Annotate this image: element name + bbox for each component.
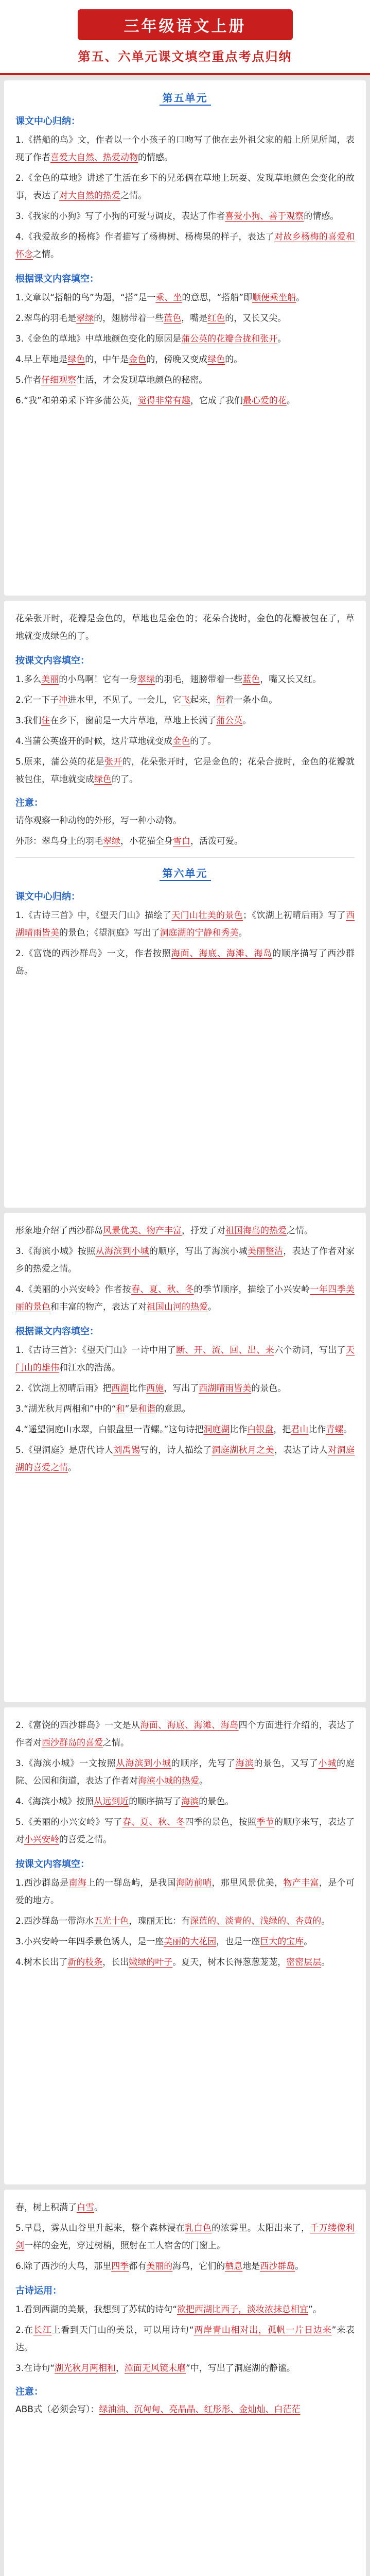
answer-text: 四季 [111, 2261, 129, 2272]
question-text: 2.翠鸟的羽毛是 [15, 313, 77, 324]
answer-text: 蒲公英 [216, 716, 243, 726]
answer-text: 顺便乘坐船 [252, 293, 296, 303]
question-text: 4.早上草地是 [15, 354, 68, 365]
question-text: 的情感。 [304, 211, 339, 222]
list-item [15, 351, 355, 368]
intro-text [15, 2199, 355, 2216]
answer-text: 西沙群岛的喜爱 [42, 1738, 103, 1748]
answer-text: 祖国海岛的热爱 [225, 1226, 287, 1236]
section-title: 古诗运用： [15, 2285, 62, 2296]
answer-text: 蓝色 [164, 313, 182, 324]
list-item [15, 1243, 355, 1278]
divider [15, 857, 355, 858]
answer-text: 绿油油、沉甸甸、亮晶晶、红彤彤、金灿灿、白茫茫 [99, 2404, 301, 2415]
question-text: ”中，写出了洞庭湖的静谧。 [186, 2363, 295, 2374]
answer-text: 住 [41, 716, 50, 726]
answer-text: 五光十色 [94, 1916, 129, 1926]
question-text: ，它成了我们 [190, 396, 243, 406]
answer-text: 衔 [216, 695, 225, 705]
answer-text: 小城 [318, 1758, 337, 1769]
list-item [15, 1814, 355, 1849]
question-text: 的小鸟啊！它有一身 [59, 674, 138, 685]
list-item [15, 2401, 355, 2418]
question-text: ，嘴又长又红。 [260, 674, 322, 685]
question-text: 。 [296, 293, 305, 303]
question-text: 请你观察一种动物的外形，写一种小动物。 [15, 816, 182, 826]
answer-text: 翠绿 [103, 836, 120, 846]
question-text: 在乡下，窗前是一大片草地，草地上长满了 [50, 716, 217, 726]
question-text: 2.在 [15, 2325, 33, 2335]
answer-text: 冲 [59, 695, 68, 705]
page-header [0, 0, 370, 75]
question-text: ”是 [125, 1404, 138, 1414]
question-text: 2.它一下子 [15, 695, 59, 705]
question-text: 的庭院、公园和街道，表达了作者对 [15, 1758, 355, 1786]
question-text: 地是 [242, 2261, 260, 2272]
answer-text: 湖光秋月两相和 [55, 2363, 116, 2374]
question-text: 的意思，“搭船”即 [182, 293, 253, 303]
unit-label: 第六单元 [160, 865, 211, 881]
answer-text: 红色 [207, 313, 225, 324]
question-text: 的顺序描写了西沙群岛。 [15, 948, 355, 976]
section-title: 根据课文内容填空： [15, 274, 99, 284]
answer-text: 海面、海底、海滩、海岛 [140, 1720, 239, 1731]
list-item [15, 671, 355, 688]
question-text: 海鸟，它们的 [172, 2261, 225, 2272]
question-text: 的景色；《望洞庭》写出了 [59, 928, 160, 938]
question-text: ，是个可爱的地方。 [15, 1878, 355, 1906]
list-item [15, 2301, 355, 2318]
question-text: 的，花朵张开时，它是金色的；花朵合拢时，金色的花瓣就被包住，草地就变成 [15, 757, 355, 785]
summary-list [15, 907, 355, 980]
question-text: ， [116, 2363, 125, 2374]
question-text: 。 [277, 334, 287, 344]
question-text: 4.《我爱故乡的杨梅》作者描写了杨梅树、杨梅果的样子，表达了 [15, 232, 275, 242]
answer-text: 洞庭湖的宁静和秀美 [160, 928, 239, 938]
question-text: ，也是一座 [216, 1937, 260, 1947]
answer-text: 美丽整洁 [247, 1246, 284, 1257]
question-text: 6.“我”和弟弟采下许多蒲公英， [15, 396, 138, 406]
list-item [15, 1400, 355, 1418]
question-text: 和江水的浩荡。 [59, 1363, 120, 1373]
answer-text: 嫩绿的叶子 [129, 1957, 173, 1968]
question-text: 。 [208, 1302, 217, 1312]
list-item [15, 1281, 355, 1316]
question-text: 进水里，不见了。一会儿，它 [67, 695, 182, 705]
question-text: 。 [321, 1957, 330, 1968]
answer-text: 绿色 [207, 354, 225, 365]
question-text: 之情。 [33, 249, 59, 260]
list-item [15, 2258, 355, 2275]
question-text: 的顺序，写出了海滨小城 [149, 1246, 248, 1257]
answer-text: 密密层层 [286, 1957, 322, 1968]
question-text: 2.《富饶的西沙群岛》一文，作者按照 [15, 948, 171, 959]
question-text: 。 [199, 1776, 208, 1786]
question-text: 四季的景色，按照 [185, 1817, 257, 1827]
answer-text: 张开 [104, 757, 122, 767]
question-text: ，表达了诗人 [274, 1445, 328, 1455]
fill-list [15, 1342, 355, 1477]
answer-text: 和谐 [138, 1404, 156, 1414]
answer-text: 和 [116, 1404, 125, 1414]
list-item [15, 812, 355, 829]
question-text: 3.在诗句“ [15, 2363, 55, 2374]
answer-text: 南海 [68, 1878, 87, 1888]
answer-text: 千万缕像利剑 [15, 2223, 355, 2251]
question-text: 。 [242, 716, 252, 726]
answer-text: 对故乡杨梅的喜爱和怀念 [15, 232, 355, 260]
note-list [15, 2401, 355, 2418]
answer-text: 西湖晴雨皆美 [199, 1383, 252, 1394]
answer-text: 栖息 [225, 2261, 243, 2272]
question-text: 3.《我家的小狗》写了小狗的可爱与调皮，表达了作者 [15, 211, 225, 222]
answer-text: 天门山壮美的景色 [171, 910, 243, 921]
answer-text: 飞 [181, 695, 190, 705]
answer-text: 祖国山河的热爱 [147, 1302, 208, 1312]
answer-text: 仔细观察 [41, 375, 77, 385]
answer-text: 对大自然的热爱 [59, 191, 120, 201]
question-text: 3.小兴安岭一年四季景色诱人，是一座 [15, 1937, 164, 1947]
list-item [15, 170, 355, 205]
list-item [15, 1442, 355, 1477]
question-text: 六个动词，写出了 [274, 1345, 346, 1355]
answer-text: 海防前哨 [175, 1878, 212, 1888]
question-text: ，把 [273, 1425, 291, 1435]
question-text: 1.《古诗三首》：《望天门山》一诗中用了 [15, 1345, 177, 1355]
question-text: 的羽毛，翅膀带着一些 [155, 674, 243, 685]
list-item [15, 753, 355, 788]
question-text: 形象地介绍了西沙群岛 [15, 1226, 103, 1236]
question-text: ”来表达。 [15, 2325, 355, 2353]
list-item [15, 907, 355, 942]
question-text: 的。 [225, 354, 243, 365]
question-text: 的，又长又尖。 [225, 313, 287, 324]
question-text: 一样的金光，穿过树梢，照射在工人宿舍的门窗上。 [24, 2241, 225, 2251]
answer-text: 翠绿 [76, 313, 94, 324]
question-text: 1.看到西湖的美景，我想到了苏轼的诗句“ [15, 2304, 178, 2315]
question-text: 。 [94, 2202, 103, 2213]
question-text: 4.《美丽的小兴安岭》作者按 [15, 1284, 132, 1295]
question-text: 上的一群岛屿，是我国 [86, 1878, 176, 1888]
answer-text: 潭面无风镜未磨 [125, 2363, 186, 2374]
question-text: ，嘴是 [181, 313, 208, 324]
question-text: 起来， [190, 695, 217, 705]
list-item [15, 691, 355, 709]
question-text: ，长出 [102, 1957, 129, 1968]
question-text: 1.《搭船的鸟》文，作者以一个小孩子的口吻写了他在去外祖父家的船上所见所闻，表现了作者 [15, 135, 355, 163]
question-text: 3.我们 [15, 716, 42, 726]
question-text: 4.当蒲公英盛开的时候，这片草地就变成 [15, 736, 173, 747]
list-item [15, 310, 355, 327]
list-item [15, 2321, 355, 2357]
section-title: 按课文内容填空： [15, 655, 90, 666]
question-text: ，写出了 [164, 1383, 199, 1394]
fill-list [15, 671, 355, 788]
answer-text: 刘禹锡 [113, 1445, 140, 1455]
answer-text: 欲把西湖比西子，淡妆浓抹总相宜 [177, 2304, 309, 2315]
answer-text: 从海滨到小城 [116, 1758, 171, 1769]
question-text: 5.作者 [15, 375, 42, 385]
question-text: 的喜爱之情。 [59, 1835, 112, 1845]
summary-list [15, 1243, 355, 1316]
answer-text: 海滨小城的热爱 [138, 1776, 199, 1786]
question-text: 。 [286, 396, 295, 406]
summary-list [15, 131, 355, 263]
note-title: 注意： [15, 798, 43, 808]
answer-text: 洞庭湖 [203, 1425, 230, 1435]
question-text: 1.文章以“搭船的鸟”为题，“搭”是一 [15, 293, 156, 303]
question-text: 。 [321, 1916, 330, 1926]
question-text: 的景色。 [251, 1383, 287, 1394]
note-title: 注意： [15, 2386, 43, 2397]
question-text: 和丰富的物产，表达了对 [50, 1302, 147, 1312]
answer-text: 一年四季美丽的景色 [15, 1284, 355, 1312]
intro-text: 花朵张开时，花瓣是金色的，草地也是金色的；花朵合拢时，金色的花瓣被包在了，草地就变成绿色的了。 [15, 614, 355, 641]
answer-text: 深蓝的、淡青的、浅绿的、杏黄的 [190, 1916, 322, 1926]
list-item [15, 712, 355, 730]
question-text: 3.《海滨小城》按照 [15, 1246, 96, 1257]
question-text: 之情。 [287, 1226, 313, 1236]
list-item [15, 1933, 355, 1951]
panel-unit6-part2 [4, 1707, 366, 2184]
question-text: 的顺序描写了 [129, 1797, 182, 1807]
answer-text: 海面、海底、海滩、海岛 [171, 948, 273, 959]
answer-text: 断、开、流、回、出、来 [176, 1345, 275, 1355]
list-item [15, 1755, 355, 1790]
answer-text: 物产丰富 [283, 1878, 319, 1888]
question-text: 比作 [129, 1383, 147, 1394]
panel-unit6-part3 [4, 2190, 366, 2576]
panel-unit5-part2 [4, 601, 366, 1208]
page-subtitle: 第五、六单元课文填空重点考点归纳 [78, 49, 292, 64]
answer-text: 从远到近 [94, 1797, 129, 1807]
answer-text: 蒲公英的花瓣合拢和张开 [181, 334, 278, 344]
list-item [15, 208, 355, 225]
question-text: ，活泼可爱。 [190, 836, 243, 846]
question-text: 。 [238, 928, 248, 938]
list-item [15, 289, 355, 307]
answer-text: 君山 [291, 1425, 309, 1435]
list-item [15, 1342, 355, 1377]
answer-text: 季节 [256, 1817, 275, 1827]
answer-text: 从海滨到小城 [95, 1246, 149, 1257]
answer-text: 绿色 [94, 774, 112, 785]
section-title: 课文中心归纳： [15, 116, 80, 127]
question-text: 。 [295, 2261, 304, 2272]
question-text: ；《饮湖上初晴后雨》写了 [243, 910, 346, 921]
question-text: 5.《美丽的小兴安岭》写了 [15, 1817, 122, 1827]
question-text: 1.《古诗三首》中，《望天门山》描绘了 [15, 910, 172, 921]
fill-list [15, 1874, 355, 1971]
question-text: 之情。 [120, 191, 147, 201]
question-text: 的情感。 [138, 152, 173, 163]
question-text: 4.“遥望洞庭山水翠，白银盘里一青螺。”这句诗把 [15, 1425, 204, 1435]
answer-text: 喜爱大自然、热爱动物 [50, 152, 138, 163]
fill-list [15, 289, 355, 410]
list-item [15, 1421, 355, 1438]
question-text: ，瑰丽无比：有 [129, 1916, 190, 1926]
question-text: 4.《海滨小城》按照 [15, 1797, 94, 1807]
list-item [15, 330, 355, 348]
question-text: ，那里风景优美， [212, 1878, 284, 1888]
answer-text: 小兴安岭 [24, 1835, 59, 1845]
answer-text: 春、夏、秋、冬 [122, 1817, 185, 1827]
answer-text: 美丽的大花园 [164, 1937, 217, 1947]
question-text: 3.《海滨小城》一文按照 [15, 1758, 116, 1769]
list-item [15, 1717, 355, 1752]
answer-text: 喜爱小狗、善于观察 [225, 211, 304, 222]
question-text: 5.原来，蒲公英的花是 [15, 757, 104, 767]
question-text: 比作 [308, 1425, 326, 1435]
list-item [15, 833, 355, 850]
answer-text: 最心爱的花 [242, 396, 287, 406]
question-text: 5.早晨，雾从山谷里升起来，整个森林浸在 [15, 2223, 185, 2233]
section-title: 课文中心归纳： [15, 891, 80, 902]
question-text: 比作 [230, 1425, 248, 1435]
question-text: 。 [68, 1463, 77, 1473]
list-item [15, 1954, 355, 1971]
question-text: 生活，才会发现草地颜色的秘密。 [76, 375, 208, 385]
answer-text: 两岸青山相对出，孤帆一片日边来 [193, 2325, 332, 2335]
question-text: ABB式（必须会写）： [15, 2404, 99, 2415]
question-text: ，抒发了对 [182, 1226, 225, 1236]
question-text: 1.西沙群岛是 [15, 1878, 69, 1888]
question-text: ，小花猫全身 [120, 836, 173, 846]
question-text: 春，树上积满了 [15, 2202, 77, 2213]
question-text: 的顺序，先写了 [171, 1758, 236, 1769]
page-title: 三年级语文上册 [78, 9, 293, 40]
answer-text: 雪白 [173, 836, 190, 846]
list-item [15, 131, 355, 166]
question-text: 上看到天门山的美景，可以用诗句“ [51, 2325, 194, 2335]
summary-list [15, 2219, 355, 2275]
intro-text [15, 1222, 355, 1240]
question-text: 写的，诗人描绘了 [140, 1445, 212, 1455]
answer-text: 新的枝条 [67, 1957, 103, 1968]
question-text: 2.《金色的草地》讲述了生活在乡下的兄弟俩在草地上玩耍、发现草地颜色会变化的故事，表达了 [15, 173, 355, 201]
question-text: 2.《富饶的西沙群岛》一文是从 [15, 1720, 140, 1731]
answer-text: 金色 [172, 736, 190, 747]
question-text: 的景色，又写了 [254, 1758, 319, 1769]
list-item [15, 733, 355, 750]
question-text: ”。 [308, 2304, 322, 2315]
question-text: 5.《望洞庭》是唐代诗人 [15, 1445, 114, 1455]
answer-text: 西湖晴雨皆美 [15, 910, 355, 938]
answer-text: 对洞庭湖的喜爱之情 [15, 1445, 355, 1473]
answer-text: 绿色 [67, 354, 85, 365]
question-text: 都有 [129, 2261, 147, 2272]
section-title: 根据课文内容填空： [15, 1326, 99, 1337]
question-text: 4.树木长出了 [15, 1957, 68, 1968]
answer-text: 乘、坐 [155, 293, 182, 303]
answer-text: 天门山的雄伟 [15, 1345, 355, 1373]
question-text: 四个方面进行介绍的，表达了作者对 [15, 1720, 355, 1748]
question-text: 外形：翠鸟身上的羽毛 [15, 836, 103, 846]
answer-text: 风景优美、物产丰富 [103, 1226, 182, 1236]
answer-text: 白银盘 [247, 1425, 274, 1435]
fill-list [15, 2301, 355, 2377]
question-text: 。 [304, 1937, 313, 1947]
answer-text: 西湖 [111, 1383, 129, 1394]
list-item [15, 371, 355, 389]
panel-unit6-part1 [4, 1213, 366, 1702]
section-title: 按课文内容填空： [15, 1859, 90, 1870]
question-text: 的了。 [190, 736, 217, 747]
question-text: 。 [343, 1425, 353, 1435]
list-item [15, 945, 355, 980]
answer-text: 美丽 [41, 674, 59, 685]
list-item [15, 2219, 355, 2255]
summary-list [15, 1717, 355, 1849]
answer-text: 美丽的 [146, 2261, 173, 2272]
list-item [15, 2360, 355, 2377]
question-text: 3.《金色的草地》中草地颜色变化的原因是 [15, 334, 182, 344]
question-text: 。夏天，树木长得葱葱茏茏， [172, 1957, 287, 1968]
answer-text: 海滨 [181, 1797, 199, 1807]
list-item [15, 1912, 355, 1930]
answer-text: 春、夏、秋、冬 [131, 1284, 194, 1295]
list-item [15, 392, 355, 410]
answer-text: 洞庭湖秋月之美 [212, 1445, 275, 1455]
answer-text: 长江 [33, 2325, 52, 2335]
note-list [15, 812, 355, 850]
question-text: 2.《饮湖上初晴后雨》把 [15, 1383, 112, 1394]
question-text: 的意思。 [155, 1404, 191, 1414]
answer-text: 金色 [129, 354, 147, 365]
answer-text: 西施 [146, 1383, 164, 1394]
question-text: 的顺序来写，表达了对 [15, 1817, 355, 1845]
answer-text: 巨大的宝库 [260, 1937, 304, 1947]
question-text: 6.除了西沙的大鸟，那里 [15, 2261, 112, 2272]
question-text: 3.“湖光秋月两相和”中的“ [15, 1404, 116, 1414]
answer-text: 乳白色 [185, 2223, 212, 2233]
answer-text: 白雪 [77, 2202, 94, 2213]
answer-text: 海滨 [235, 1758, 254, 1769]
answer-text: 觉得非常有趣 [137, 396, 190, 406]
question-text: 的，中午是 [85, 354, 129, 365]
answer-text: 青螺 [326, 1425, 344, 1435]
list-item [15, 228, 355, 263]
list-item [15, 1380, 355, 1397]
question-text: 的，翅膀带着一些 [94, 313, 164, 324]
answer-text: 翠绿 [137, 674, 155, 685]
question-text: 的，傍晚又变成 [146, 354, 208, 365]
answer-text: 蓝色 [242, 674, 260, 685]
question-text: 着一条小鱼。 [225, 695, 278, 705]
question-text: 的景色。 [199, 1797, 234, 1807]
question-text: 1.多么 [15, 674, 42, 685]
unit-label: 第五单元 [160, 90, 211, 106]
question-text: 之情。 [103, 1738, 129, 1748]
question-text: 的季节顺序，描绘了小兴安岭 [193, 1284, 310, 1295]
answer-text: 西沙群岛 [260, 2261, 295, 2272]
question-text: ，表达了作者对家乡的热爱之情。 [15, 1246, 355, 1274]
list-item [15, 1874, 355, 1909]
panel-unit5-part1 [4, 80, 366, 596]
list-item [15, 1793, 355, 1810]
question-text: 2.西沙群岛一带海水 [15, 1916, 94, 1926]
question-text: 的浓雾里。太阳出来了， [212, 2223, 310, 2233]
question-text: 的了。 [112, 774, 138, 785]
